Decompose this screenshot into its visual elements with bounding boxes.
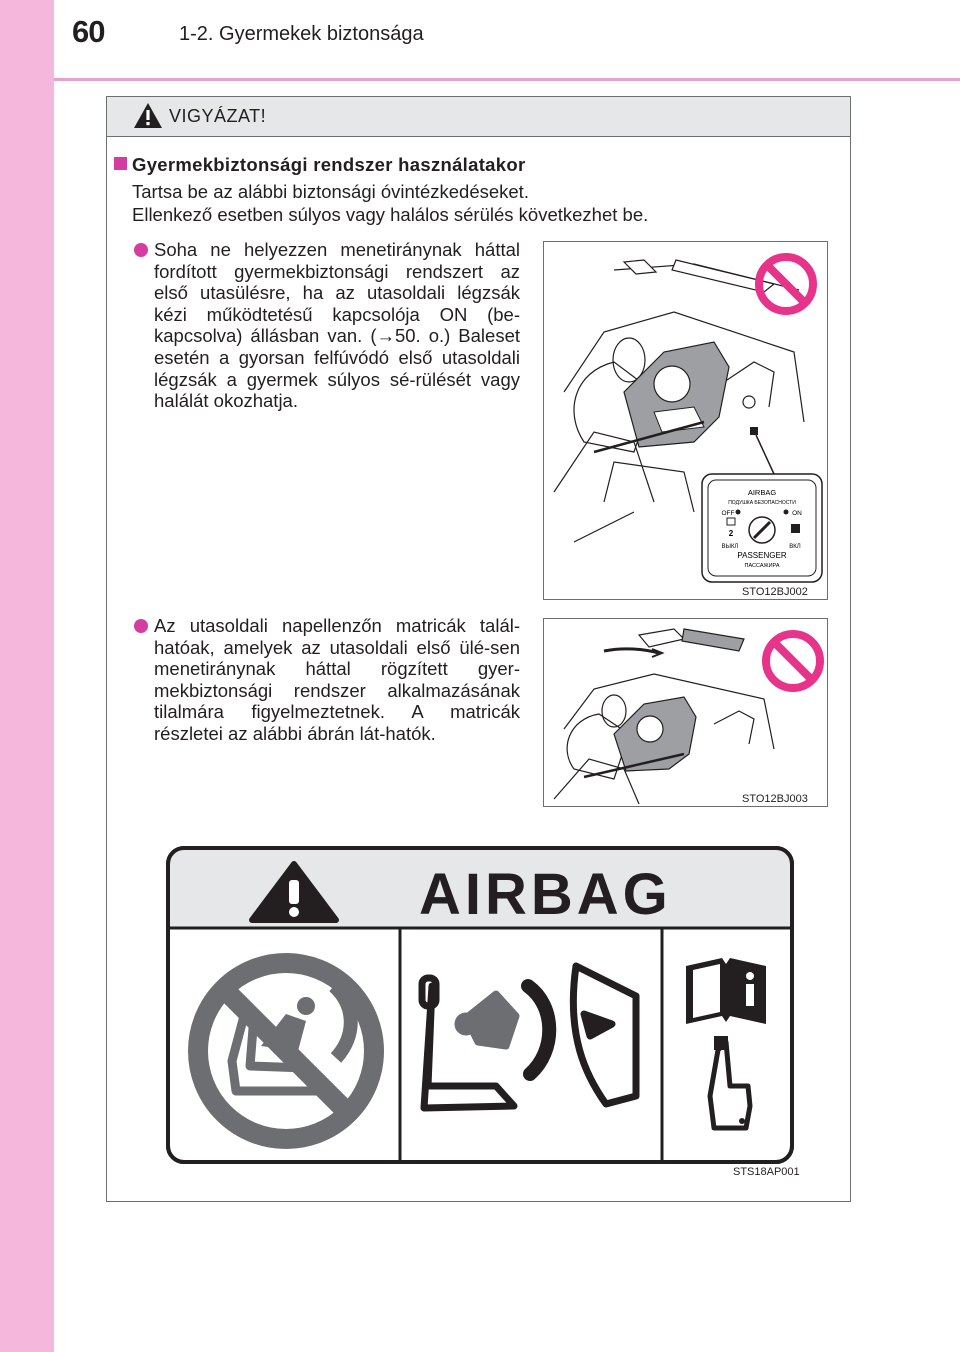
switch-off-label: OFF	[721, 510, 735, 517]
airbag-title: AIRBAG	[419, 862, 672, 927]
figure-code-2: STO12BJ003	[742, 793, 808, 805]
airbag-label-frame	[166, 846, 794, 1164]
switch-title: AIRBAG	[747, 488, 777, 497]
warning-triangle-icon	[133, 102, 163, 129]
header-rule	[54, 78, 960, 81]
switch-passenger: PASSENGER	[737, 551, 787, 560]
car-visor-illustration	[544, 619, 829, 808]
figure-code-3: STS18AP001	[733, 1166, 800, 1178]
switch-title-ru: ПОДУШКА БЕЗОПАСНОСТИ	[728, 500, 796, 506]
round-bullet-icon	[134, 243, 148, 257]
side-tab-strip	[0, 0, 54, 1352]
figure-code-1: STO12BJ002	[742, 586, 808, 598]
section-title: 1-2. Gyermekek biztonsága	[179, 23, 424, 45]
child-seat-drawing	[594, 342, 729, 452]
warning-header	[107, 97, 850, 137]
switch-off-ru-label: ВЫКЛ	[721, 544, 739, 550]
square-bullet-icon	[114, 157, 127, 170]
car-interior-illustration	[544, 242, 829, 601]
warning-label: VIGYÁZAT!	[169, 106, 267, 126]
switch-passenger-ru: ПАССАЖИРА	[744, 563, 780, 569]
page-number: 60	[72, 14, 105, 49]
round-bullet-icon	[134, 619, 148, 633]
intro-line-1: Tartsa be az alábbi biztonsági óvintézkedéseket.	[132, 181, 529, 202]
switch-on-ru-label: ВКЛ	[789, 544, 801, 550]
intro-line-2: Ellenkező esetben súlyos vagy halálos sérülés következhet be.	[132, 204, 649, 225]
figure-sun-visor-label	[543, 618, 828, 807]
bullet-text-2: Az utasoldali napellenzőn matricák talál-hatóak, amelyek az utasoldali első ülé-sen menetiránynak háttal rögzített gyer-mekbiztonsági rendszer alkalmazásának tilalmára figyelmeztetnek. A matricák részletei az alábbi ábrán lát-hatók.	[154, 615, 520, 744]
switch-num: 2	[728, 529, 734, 538]
bullet-text-1: Soha ne helyezzen menetiránynak háttal fordított gyermekbiztonsági rendszert az első utasülésre, ha az utasoldali légzsák kézi működtetésű kapcsolója ON (be-kapcsolva) állásban van. (→50. o.) Baleset esetén a gyorsan felfúvódó első utasoldali légzsák a gyermek súlyos sé-rülését vagy halálát okozhatja.	[154, 239, 520, 412]
airbag-switch-panel	[702, 474, 822, 582]
figure-rear-facing-seat	[543, 241, 828, 600]
warning-subheading: Gyermekbiztonsági rendszer használatakor	[132, 154, 526, 175]
switch-on-label: ON	[792, 510, 802, 517]
no-entry-icon	[766, 634, 820, 688]
airbag-label-figure	[166, 846, 800, 1178]
